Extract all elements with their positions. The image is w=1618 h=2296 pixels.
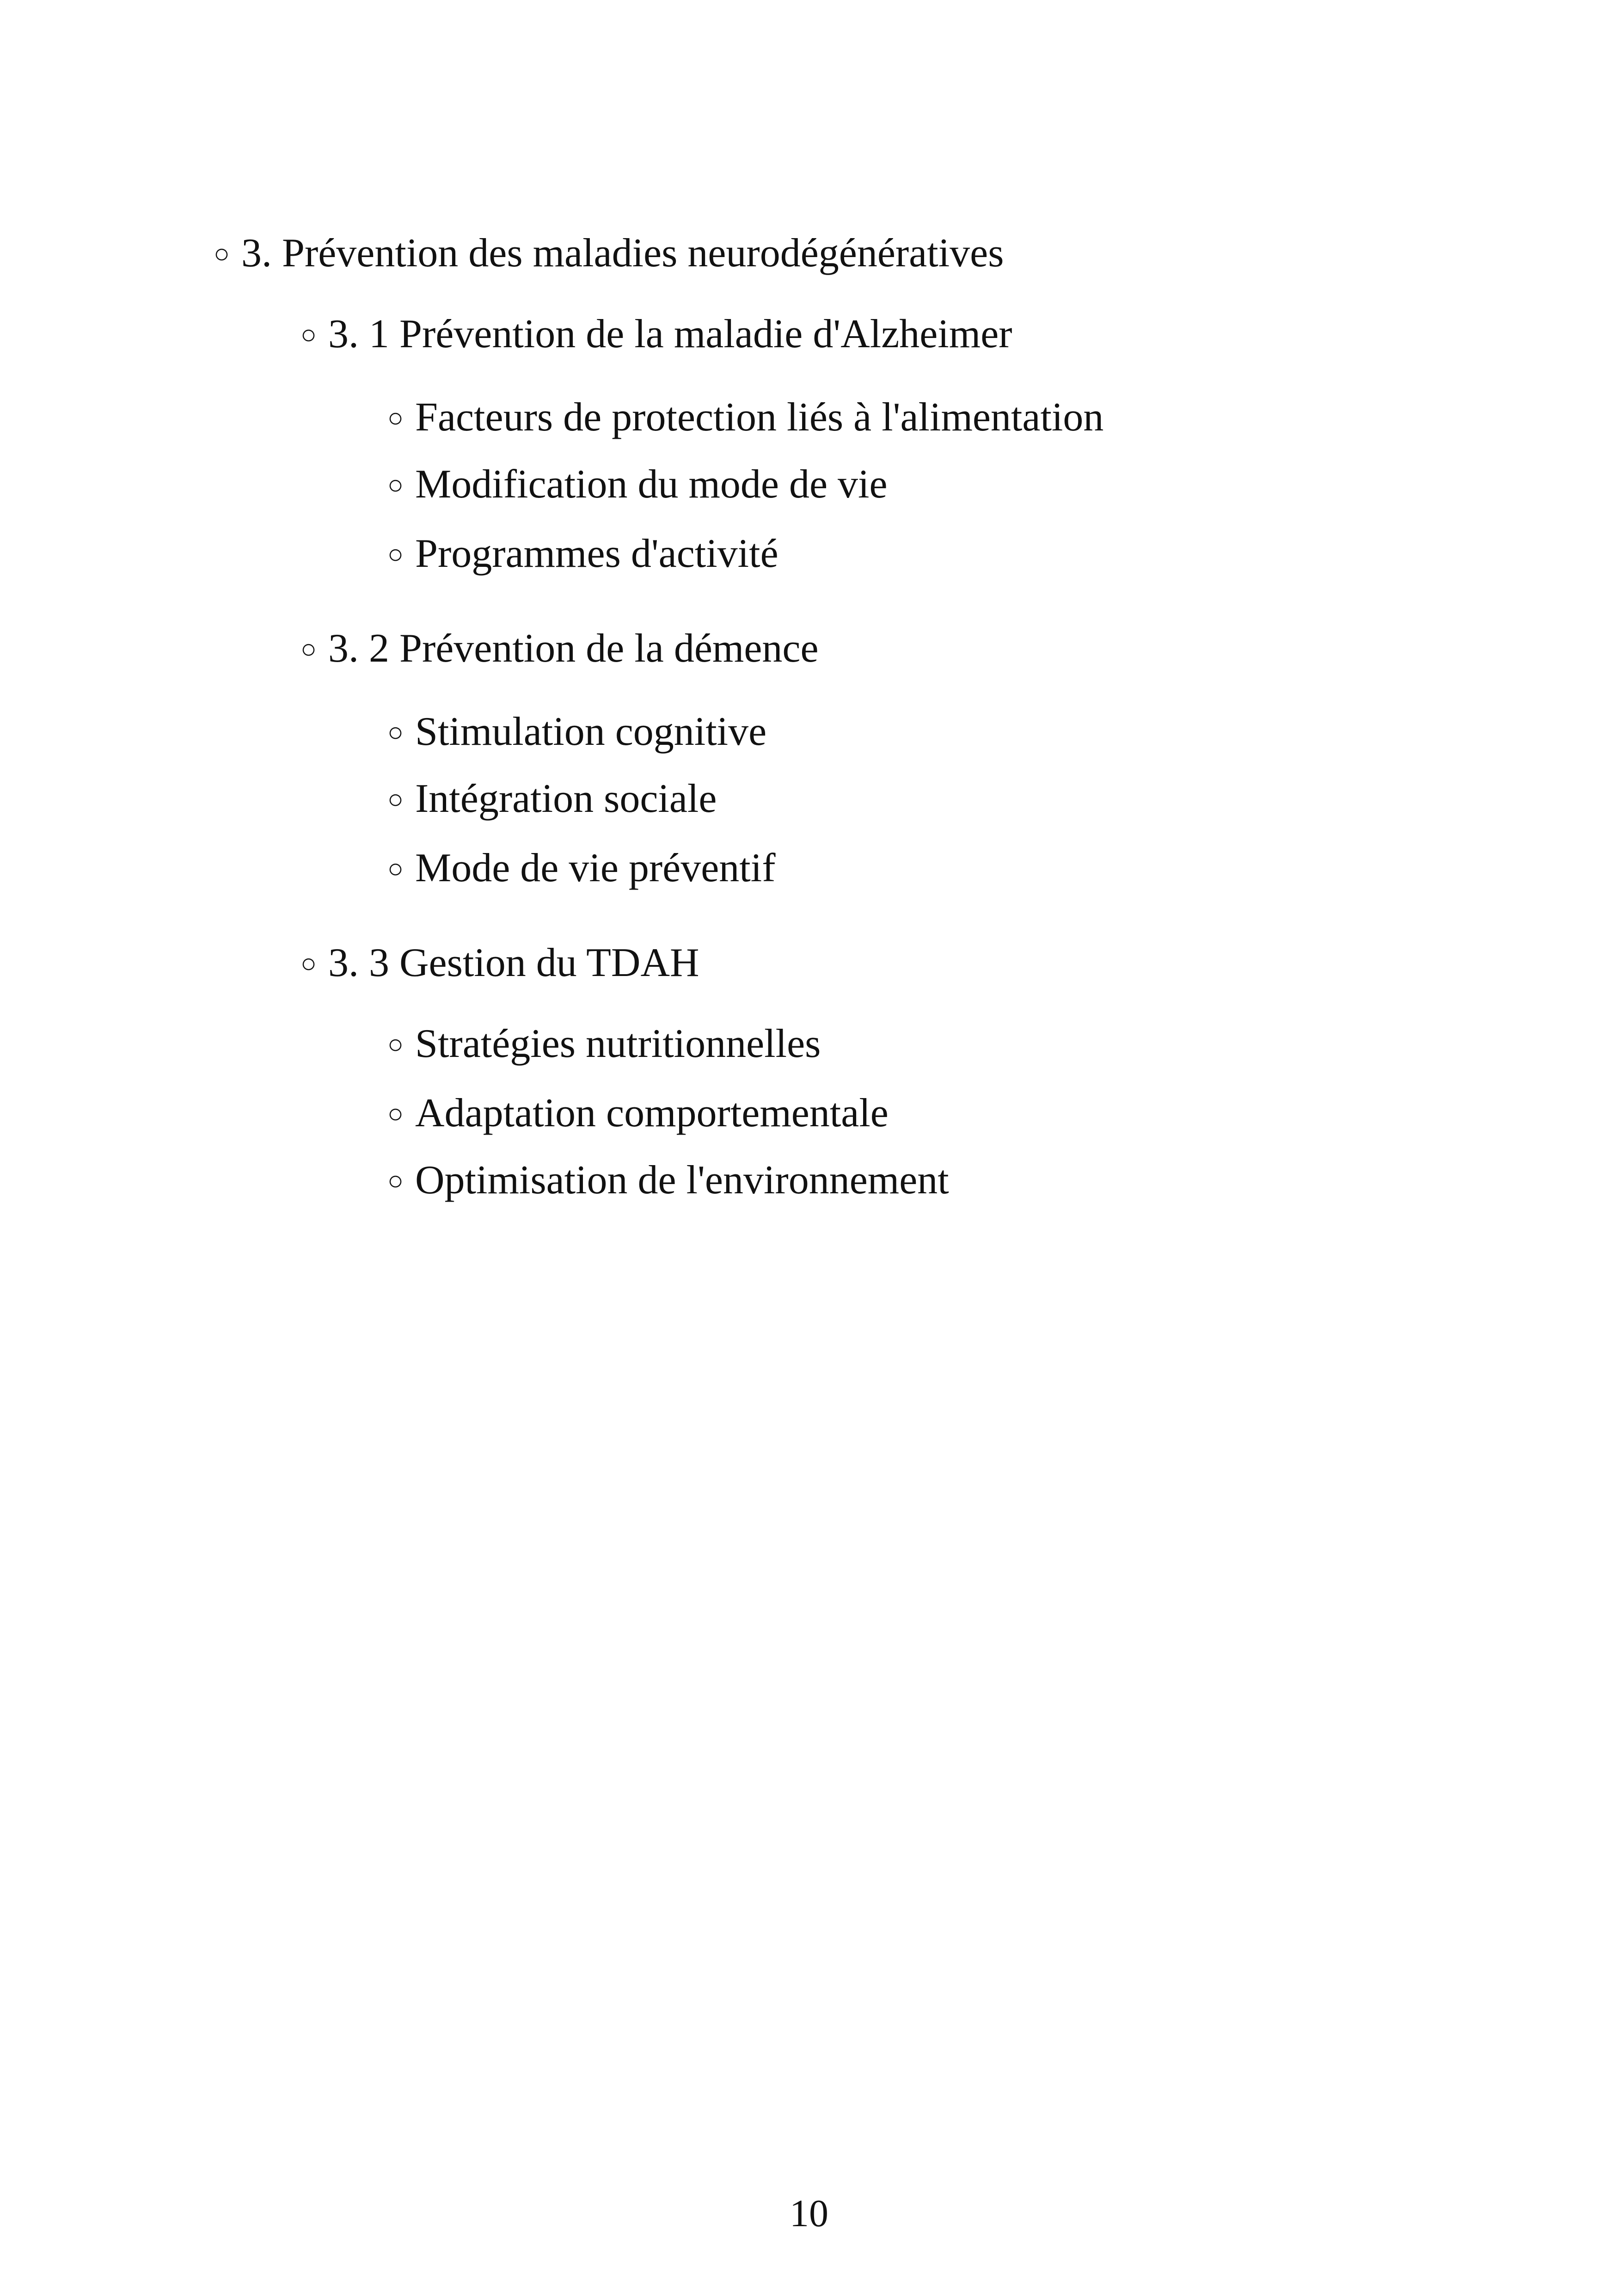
list-item — [387, 706, 766, 758]
list-item — [387, 459, 888, 510]
section-title: 3. Prévention des maladies neurodégénératives — [241, 231, 1004, 276]
list-item-label: Stratégies nutritionnelles — [415, 1021, 821, 1066]
subsection-title: 3. 1 Prévention de la maladie d'Alzheimer — [328, 312, 1012, 356]
circle-bullet-icon: ○ — [387, 1029, 404, 1059]
list-item-label: Mode de vie préventif — [415, 846, 776, 890]
list-item-label: Stimulation cognitive — [415, 709, 767, 754]
circle-bullet-icon: ○ — [214, 239, 230, 269]
list-item — [387, 1155, 949, 1206]
subsection-title: 3. 2 Prévention de la démence — [328, 626, 819, 671]
circle-bullet-icon: ○ — [300, 948, 317, 978]
list-item-label: Modification du mode de vie — [415, 462, 888, 507]
list-item — [387, 528, 778, 580]
circle-bullet-icon: ○ — [387, 784, 404, 814]
list-item-label: Optimisation de l'environnement — [415, 1158, 949, 1203]
list-item — [387, 843, 776, 894]
circle-bullet-icon: ○ — [300, 634, 317, 664]
circle-bullet-icon: ○ — [387, 717, 404, 747]
circle-bullet-icon: ○ — [387, 539, 404, 569]
circle-bullet-icon: ○ — [387, 403, 404, 433]
list-item-label: Intégration sociale — [415, 776, 717, 821]
outline-subsection-3-1 — [300, 309, 1012, 360]
list-item — [387, 1019, 821, 1070]
list-item-label: Adaptation comportementale — [415, 1091, 889, 1136]
list-item-label: Facteurs de protection liés à l'alimentation — [415, 395, 1104, 440]
outline-section-3 — [214, 228, 1004, 279]
page-number: 10 — [790, 2192, 828, 2235]
circle-bullet-icon: ○ — [387, 1099, 404, 1129]
list-item — [387, 392, 1103, 443]
circle-bullet-icon: ○ — [300, 319, 317, 350]
list-item — [387, 774, 717, 825]
list-item — [387, 1088, 889, 1139]
list-item-label: Programmes d'activité — [415, 531, 778, 576]
circle-bullet-icon: ○ — [387, 853, 404, 884]
outline-subsection-3-3 — [300, 938, 699, 989]
circle-bullet-icon: ○ — [387, 470, 404, 500]
outline-subsection-3-2 — [300, 623, 819, 675]
subsection-title: 3. 3 Gestion du TDAH — [328, 940, 699, 985]
circle-bullet-icon: ○ — [387, 1166, 404, 1196]
